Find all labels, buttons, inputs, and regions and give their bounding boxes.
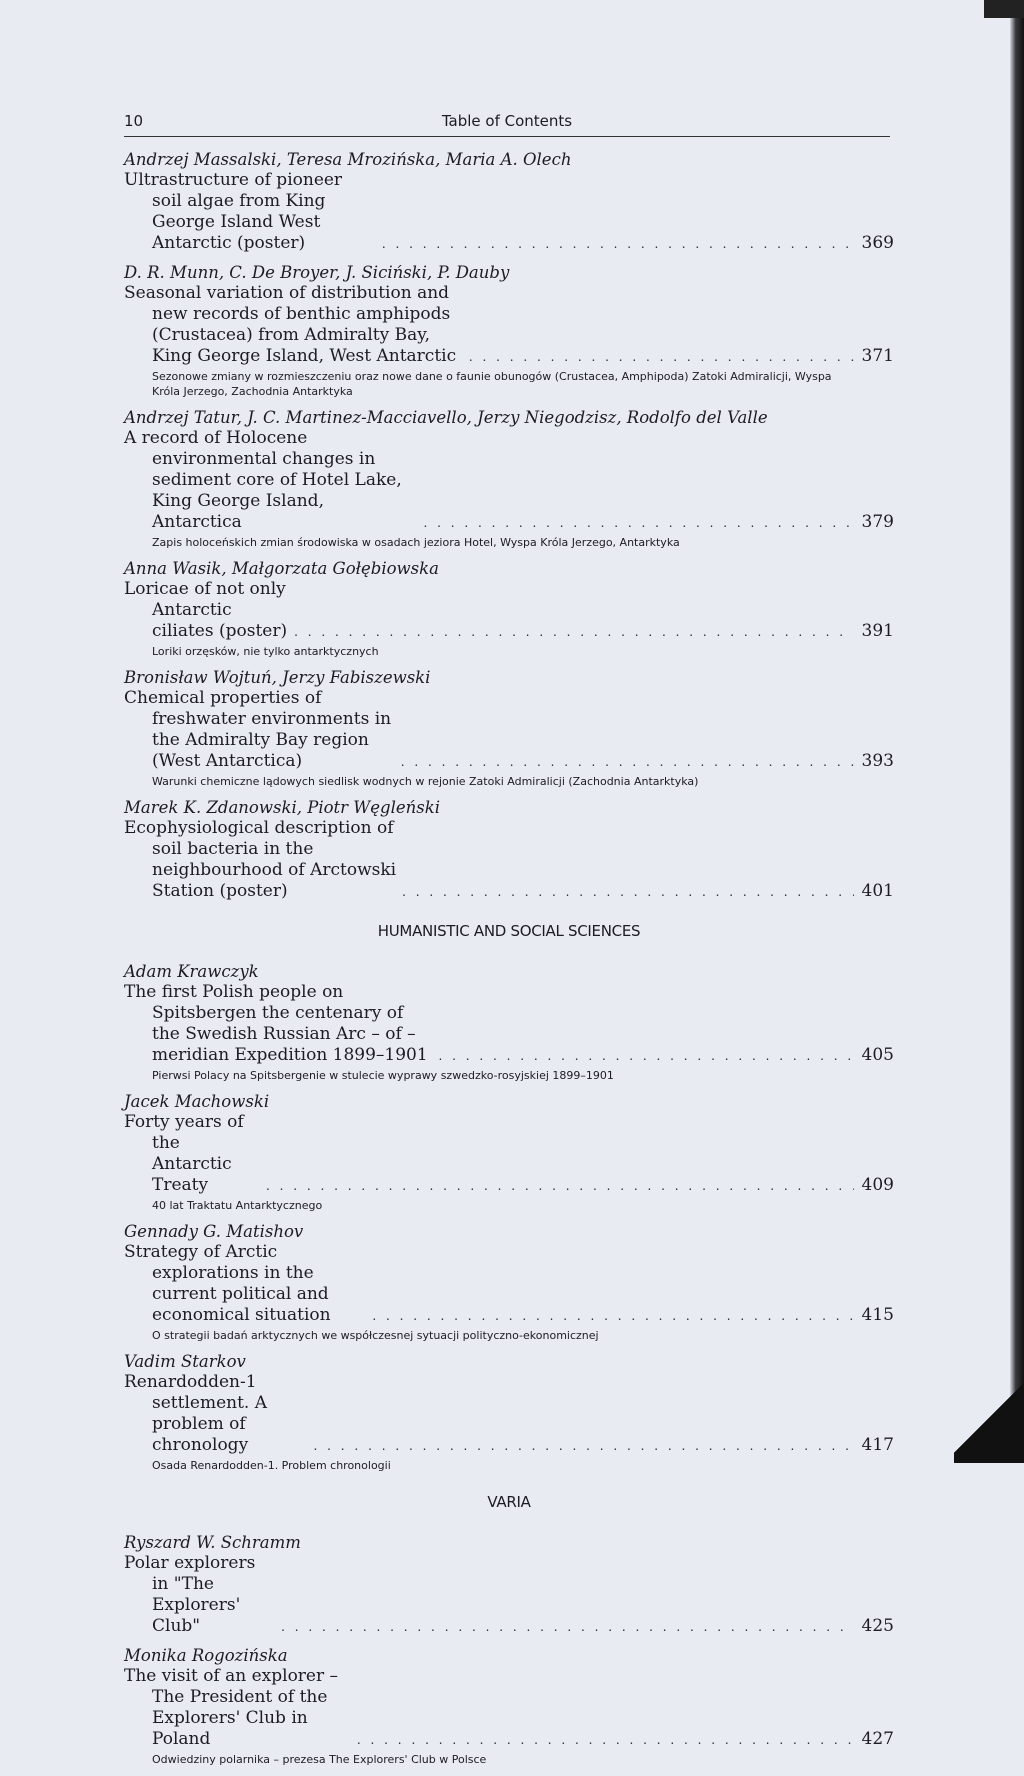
entry-page-number: 391 xyxy=(861,621,894,641)
entry-page-number: 405 xyxy=(861,1045,894,1065)
entry-polish-subtitle: 40 lat Traktatu Antarktycznego xyxy=(152,1199,323,1212)
entry-title: Chemical properties of freshwater environments in the Admiralty Bay region (West Antarctica) xyxy=(124,688,392,771)
dot-leader xyxy=(469,351,854,363)
entry-authors: Vadim Starkov xyxy=(124,1352,246,1371)
toc-entry xyxy=(124,263,894,399)
entry-title: Strategy of Arctic explorations in the current political and economical situation xyxy=(124,1242,331,1325)
dot-leader xyxy=(357,1734,854,1746)
toc-entry xyxy=(124,1533,894,1637)
entries-varia xyxy=(124,1533,894,1767)
entry-title: Seasonal variation of distribution and new records of benthic amphipods (Crustacea) from Admiralty Bay, King George Island, West Antarctic xyxy=(124,283,457,366)
running-header xyxy=(124,110,890,137)
section-heading-humanistic: HUMANISTIC AND SOCIAL SCIENCES xyxy=(377,922,641,940)
entries-natural-sciences xyxy=(124,150,894,902)
dot-leader xyxy=(401,756,854,768)
entry-title-row xyxy=(124,1553,894,1637)
entry-authors: Marek K. Zdanowski, Piotr Węgleński xyxy=(124,798,440,817)
page-edge-shadow xyxy=(1010,0,1024,1463)
entry-authors: Andrzej Tatur, J. C. Martinez-Macciavello, Jerzy Niegodzisz, Rodolfo del Valle xyxy=(124,408,768,427)
dot-leader xyxy=(372,1310,854,1322)
entry-title-row xyxy=(124,170,894,254)
entry-page-number: 393 xyxy=(861,751,894,771)
page-edge-top xyxy=(984,0,1024,18)
toc-entry xyxy=(124,408,894,550)
entry-page-number: 371 xyxy=(861,346,894,366)
entry-title: A record of Holocene environmental changes in sediment core of Hotel Lake, King George Island, Antarctica xyxy=(124,428,402,532)
entry-polish-subtitle: Odwiedziny polarnika – prezesa The Explorers' Club w Polsce xyxy=(152,1753,487,1766)
entry-title: The visit of an explorer – The President of the Explorers' Club in Poland xyxy=(124,1666,339,1749)
toc-entry xyxy=(124,559,894,659)
entry-page-number: 409 xyxy=(861,1175,894,1195)
entry-title-row xyxy=(124,1372,894,1456)
entry-page-number: 369 xyxy=(861,233,894,253)
dot-leader xyxy=(266,1180,854,1192)
entry-authors: D. R. Munn, C. De Broyer, J. Siciński, P. Dauby xyxy=(124,263,510,282)
entry-authors: Andrzej Massalski, Teresa Mrozińska, Maria A. Olech xyxy=(124,150,572,169)
entry-polish-subtitle: Zapis holoceńskich zmian środowiska w osadach jeziora Hotel, Wyspa Króla Jerzego, Antarktyka xyxy=(152,536,680,549)
entry-polish-subtitle: Osada Renardodden-1. Problem chronologii xyxy=(152,1459,391,1472)
entry-authors: Jacek Machowski xyxy=(124,1092,270,1111)
entry-title-row xyxy=(124,283,894,367)
toc-entry xyxy=(124,668,894,789)
entry-authors: Monika Rogozińska xyxy=(124,1646,288,1665)
entry-authors: Anna Wasik, Małgorzata Gołębiowska xyxy=(124,559,439,578)
toc-entry xyxy=(124,1646,894,1767)
entry-polish-subtitle: Sezonowe zmiany w rozmieszczeniu oraz nowe dane o faunie obunogów (Crustacea, Amphipoda) Zatoki Admiralicji, Wyspa Króla Jerzego, Zachodnia Antarktyka xyxy=(152,370,832,398)
entry-authors: Bronisław Wojtuń, Jerzy Fabiszewski xyxy=(124,668,431,687)
entry-title: Ecophysiological description of soil bacteria in the neighbourhood of Arctowski Station (poster) xyxy=(124,818,397,901)
entry-polish-subtitle: Warunki chemiczne lądowych siedlisk wodnych w rejonie Zatoki Admiralicji (Zachodnia Antarktyka) xyxy=(152,775,699,788)
entry-page-number: 415 xyxy=(861,1305,894,1325)
dot-leader xyxy=(314,1440,854,1452)
entry-polish-subtitle: Pierwsi Polacy na Spitsbergenie w stulecie wyprawy szwedzko-rosyjskiej 1899–1901 xyxy=(152,1069,614,1082)
toc-entry xyxy=(124,962,894,1083)
entry-authors: Adam Krawczyk xyxy=(124,962,259,981)
entry-title: Renardodden-1 settlement. A problem of chronology xyxy=(124,1372,267,1455)
entry-authors: Ryszard W. Schramm xyxy=(124,1533,301,1552)
entry-page-number: 401 xyxy=(861,881,894,901)
dot-leader xyxy=(294,626,854,638)
entry-page-number: 417 xyxy=(861,1435,894,1455)
entry-polish-subtitle: O strategii badań arktycznych we współczesnej sytuacji polityczno-ekonomicznej xyxy=(152,1329,599,1342)
entry-title-row xyxy=(124,579,894,642)
section-heading-varia: VARIA xyxy=(487,1493,531,1511)
page-number: 10 xyxy=(124,112,144,130)
toc-entry xyxy=(124,1222,894,1343)
entry-title-row xyxy=(124,1242,894,1326)
dot-leader xyxy=(402,886,854,898)
toc-entry xyxy=(124,1092,894,1213)
dot-leader xyxy=(423,517,854,529)
entry-page-number: 425 xyxy=(861,1616,894,1636)
entry-title-row xyxy=(124,818,894,902)
entry-page-number: 427 xyxy=(861,1729,894,1749)
running-title: Table of Contents xyxy=(441,112,573,130)
dot-leader xyxy=(382,238,854,250)
entries-humanistic xyxy=(124,962,894,1473)
entry-authors: Gennady G. Matishov xyxy=(124,1222,304,1241)
entry-title: The first Polish people on Spitsbergen the centenary of the Swedish Russian Arc – of – meridian Expedition 1899–1901 xyxy=(124,982,428,1065)
toc-entry xyxy=(124,798,894,902)
entry-title-row xyxy=(124,688,894,772)
dot-leader xyxy=(281,1621,854,1633)
entry-title-row xyxy=(124,1666,894,1750)
toc-entry xyxy=(124,150,894,254)
entry-title: Ultrastructure of pioneer soil algae from King George Island West Antarctic (poster) xyxy=(124,170,343,253)
dot-leader xyxy=(438,1050,854,1062)
table-of-contents xyxy=(124,150,894,1776)
entry-page-number: 379 xyxy=(861,512,894,532)
entry-title: Polar explorers in "The Explorers' Club" xyxy=(124,1553,256,1636)
entry-title: Forty years of the Antarctic Treaty xyxy=(124,1112,244,1195)
page-edge-corner xyxy=(954,1373,1024,1463)
entry-title-row xyxy=(124,982,894,1066)
entry-polish-subtitle: Loriki orzęsków, nie tylko antarktycznych xyxy=(152,645,379,658)
entry-title-row xyxy=(124,1112,894,1196)
entry-title-row xyxy=(124,428,894,533)
toc-entry xyxy=(124,1352,894,1473)
entry-title: Loricae of not only Antarctic ciliates (poster) xyxy=(124,579,288,641)
